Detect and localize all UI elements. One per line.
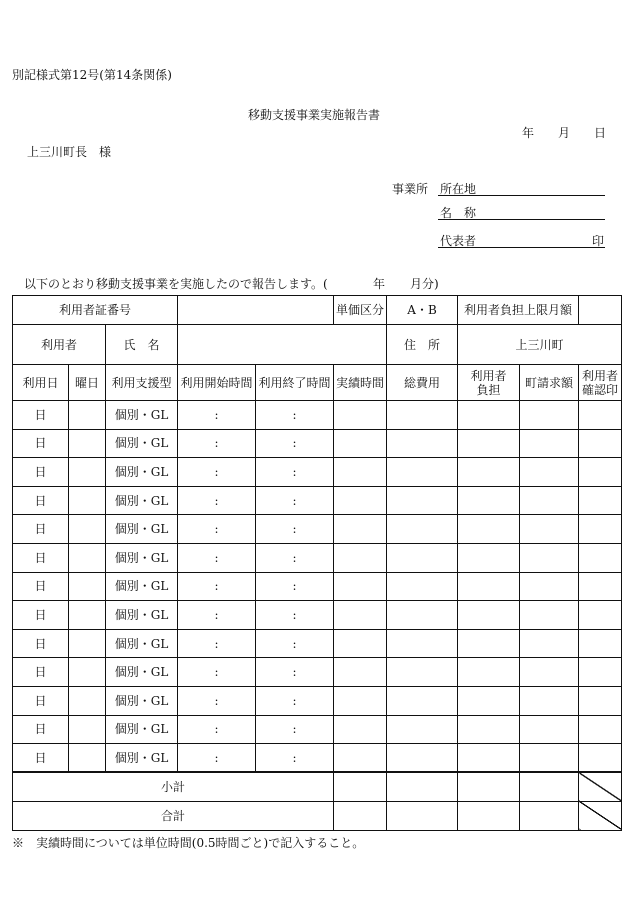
cert-no-label: 利用者証番号: [13, 296, 178, 325]
town-claim-cell[interactable]: [520, 401, 579, 430]
weekday-cell[interactable]: [69, 601, 106, 630]
user-name-label: 氏 名: [106, 325, 178, 365]
user-address-value: 上三川町: [458, 325, 622, 365]
town-claim-cell[interactable]: [520, 543, 579, 572]
support-type-cell[interactable]: 個別・GL: [106, 658, 178, 687]
town-claim-cell[interactable]: [520, 629, 579, 658]
date-day: 日: [594, 126, 607, 140]
weekday-cell[interactable]: [69, 629, 106, 658]
weekday-cell[interactable]: [69, 486, 106, 515]
subtotal-row-label: 小計: [13, 772, 334, 801]
start-time-cell[interactable]: :: [178, 715, 256, 744]
support-type-cell[interactable]: 個別・GL: [106, 686, 178, 715]
weekday-cell[interactable]: [69, 658, 106, 687]
user-burden-cell[interactable]: [458, 515, 520, 544]
total-row-label: 合計: [13, 801, 334, 830]
town-claim-cell[interactable]: [520, 601, 579, 630]
user-seal-cell[interactable]: [579, 658, 622, 687]
use-date-cell[interactable]: 日: [13, 658, 69, 687]
subtotal-row-town-claim-cell[interactable]: [520, 772, 579, 801]
use-date-cell[interactable]: 日: [13, 458, 69, 487]
office-name-line: [438, 219, 605, 220]
actual-hours-cell[interactable]: [334, 486, 387, 515]
table-row: [13, 715, 622, 744]
total-row-total-cost-cell[interactable]: [387, 801, 458, 830]
use-date-cell[interactable]: 日: [13, 601, 69, 630]
actual-hours-cell[interactable]: [334, 658, 387, 687]
col-use-date-header: 利用日: [13, 365, 69, 401]
total-cost-cell[interactable]: [387, 486, 458, 515]
use-date-cell[interactable]: 日: [13, 429, 69, 458]
addressee: 上三川町長 様: [27, 145, 112, 159]
user-seal-cell[interactable]: [579, 572, 622, 601]
support-type-cell[interactable]: 個別・GL: [106, 572, 178, 601]
actual-hours-cell[interactable]: [334, 686, 387, 715]
total-cost-cell[interactable]: [387, 543, 458, 572]
user-seal-cell[interactable]: [579, 744, 622, 773]
user-seal-cell[interactable]: [579, 629, 622, 658]
cert-no-field[interactable]: [178, 296, 334, 325]
table-row: [13, 486, 622, 515]
user-burden-cell[interactable]: [458, 629, 520, 658]
column-header-row: [13, 365, 622, 401]
actual-hours-cell[interactable]: [334, 458, 387, 487]
start-time-cell[interactable]: :: [178, 658, 256, 687]
start-time-cell[interactable]: :: [178, 458, 256, 487]
start-time-cell[interactable]: :: [178, 543, 256, 572]
col-user-burden-header: 利用者 負担: [458, 365, 520, 401]
col-town-claim-header: 町請求額: [520, 365, 579, 401]
table-row: [13, 543, 622, 572]
total-cost-cell[interactable]: [387, 744, 458, 773]
weekday-cell[interactable]: [69, 515, 106, 544]
support-type-cell[interactable]: 個別・GL: [106, 744, 178, 773]
office-address-line: [438, 195, 605, 196]
end-time-cell[interactable]: :: [256, 515, 334, 544]
actual-hours-cell[interactable]: [334, 629, 387, 658]
town-claim-cell[interactable]: [520, 686, 579, 715]
table-row: [13, 744, 622, 773]
start-time-cell[interactable]: :: [178, 486, 256, 515]
actual-hours-cell[interactable]: [334, 401, 387, 430]
end-time-cell[interactable]: :: [256, 686, 334, 715]
user-address-label: 住 所: [387, 325, 458, 365]
weekday-cell[interactable]: [69, 458, 106, 487]
end-time-cell[interactable]: :: [256, 629, 334, 658]
user-seal-cell[interactable]: [579, 715, 622, 744]
end-time-cell[interactable]: :: [256, 744, 334, 773]
support-type-cell[interactable]: 個別・GL: [106, 601, 178, 630]
user-burden-cell[interactable]: [458, 744, 520, 773]
total-cost-cell[interactable]: [387, 429, 458, 458]
weekday-cell[interactable]: [69, 401, 106, 430]
start-time-cell[interactable]: :: [178, 744, 256, 773]
unit-class-label: 単価区分: [334, 296, 387, 325]
support-type-cell[interactable]: 個別・GL: [106, 486, 178, 515]
end-time-cell[interactable]: :: [256, 572, 334, 601]
intro-text: 以下のとおり移動支援事業を実施したので報告します。(: [24, 277, 328, 291]
total-cost-cell[interactable]: [387, 458, 458, 487]
town-claim-cell[interactable]: [520, 658, 579, 687]
total-row-actual-hours-cell[interactable]: [334, 801, 387, 830]
office-rep-label: 代表者: [440, 234, 477, 248]
town-claim-cell[interactable]: [520, 429, 579, 458]
limit-field[interactable]: [579, 296, 622, 325]
footnote: ※ 実績時間については単位時間(0.5時間ごと)で記入すること。: [12, 836, 365, 850]
user-label: 利用者: [13, 325, 106, 365]
user-burden-cell[interactable]: [458, 486, 520, 515]
user-burden-cell[interactable]: [458, 601, 520, 630]
subtotal-row-total-cost-cell[interactable]: [387, 772, 458, 801]
support-type-cell[interactable]: 個別・GL: [106, 515, 178, 544]
total-cost-cell[interactable]: [387, 715, 458, 744]
town-claim-cell[interactable]: [520, 486, 579, 515]
total-row: [13, 801, 622, 830]
end-time-cell[interactable]: :: [256, 486, 334, 515]
weekday-cell[interactable]: [69, 715, 106, 744]
end-time-cell[interactable]: :: [256, 658, 334, 687]
town-claim-cell[interactable]: [520, 515, 579, 544]
subtotal-row-user-burden-cell[interactable]: [458, 772, 520, 801]
end-time-cell[interactable]: :: [256, 429, 334, 458]
town-claim-cell[interactable]: [520, 715, 579, 744]
actual-hours-cell[interactable]: [334, 572, 387, 601]
date-year: 年: [522, 126, 535, 140]
start-time-cell[interactable]: :: [178, 572, 256, 601]
user-name-field[interactable]: [178, 325, 387, 365]
support-type-cell[interactable]: 個別・GL: [106, 715, 178, 744]
actual-hours-cell[interactable]: [334, 543, 387, 572]
total-cost-cell[interactable]: [387, 401, 458, 430]
total-cost-cell[interactable]: [387, 658, 458, 687]
user-burden-cell[interactable]: [458, 401, 520, 430]
end-time-cell[interactable]: :: [256, 543, 334, 572]
col-actual-hours-header: 実績時間: [334, 365, 387, 401]
user-seal-cell[interactable]: [579, 515, 622, 544]
date-month: 月: [558, 126, 571, 140]
weekday-cell[interactable]: [69, 429, 106, 458]
start-time-cell[interactable]: :: [178, 629, 256, 658]
user-burden-cell[interactable]: [458, 715, 520, 744]
use-date-cell[interactable]: 日: [13, 515, 69, 544]
total-row-town-claim-cell[interactable]: [520, 801, 579, 830]
end-time-cell[interactable]: :: [256, 458, 334, 487]
user-burden-cell[interactable]: [458, 572, 520, 601]
weekday-cell[interactable]: [69, 572, 106, 601]
end-time-cell[interactable]: :: [256, 601, 334, 630]
office-address-label: 所在地: [440, 182, 477, 196]
intro-year: 年: [373, 277, 386, 291]
weekday-cell[interactable]: [69, 744, 106, 773]
user-burden-cell[interactable]: [458, 429, 520, 458]
user-seal-cell[interactable]: [579, 429, 622, 458]
user-seal-cell[interactable]: [579, 458, 622, 487]
end-time-cell[interactable]: :: [256, 715, 334, 744]
use-date-cell[interactable]: 日: [13, 744, 69, 773]
subtotal-row-diagonal-slash: [579, 772, 622, 801]
total-cost-cell[interactable]: [387, 686, 458, 715]
table-row: [13, 401, 622, 430]
support-type-cell[interactable]: 個別・GL: [106, 629, 178, 658]
user-burden-cell[interactable]: [458, 686, 520, 715]
town-claim-cell[interactable]: [520, 572, 579, 601]
end-time-cell[interactable]: :: [256, 401, 334, 430]
col-user-seal-header: 利用者 確認印: [579, 365, 622, 401]
col-start-time-header: 利用開始時間: [178, 365, 256, 401]
total-cost-cell[interactable]: [387, 601, 458, 630]
subtotal-row: [13, 772, 622, 801]
total-row-user-burden-cell[interactable]: [458, 801, 520, 830]
start-time-cell[interactable]: :: [178, 686, 256, 715]
town-claim-cell[interactable]: [520, 744, 579, 773]
support-type-cell[interactable]: 個別・GL: [106, 458, 178, 487]
use-date-cell[interactable]: 日: [13, 401, 69, 430]
table-row: [13, 515, 622, 544]
table-row: [13, 572, 622, 601]
use-date-cell[interactable]: 日: [13, 715, 69, 744]
start-time-cell[interactable]: :: [178, 401, 256, 430]
user-seal-cell[interactable]: [579, 486, 622, 515]
start-time-cell[interactable]: :: [178, 429, 256, 458]
use-date-cell[interactable]: 日: [13, 486, 69, 515]
limit-label: 利用者負担上限月額: [458, 296, 579, 325]
intro-month: 月分): [410, 277, 439, 291]
actual-hours-cell[interactable]: [334, 601, 387, 630]
total-row-diagonal-slash: [579, 801, 622, 830]
user-burden-cell[interactable]: [458, 458, 520, 487]
table-row: [13, 458, 622, 487]
use-date-cell[interactable]: 日: [13, 543, 69, 572]
support-type-cell[interactable]: 個別・GL: [106, 401, 178, 430]
weekday-cell[interactable]: [69, 543, 106, 572]
form-label: 別記様式第12号(第14条関係): [12, 68, 172, 82]
user-seal-cell[interactable]: [579, 686, 622, 715]
col-weekday-header: 曜日: [69, 365, 106, 401]
table-row: [13, 658, 622, 687]
table-row: [13, 629, 622, 658]
user-seal-cell[interactable]: [579, 401, 622, 430]
col-total-cost-header: 総費用: [387, 365, 458, 401]
col-end-time-header: 利用終了時間: [256, 365, 334, 401]
table-row: [13, 601, 622, 630]
col-support-type-header: 利用支援型: [106, 365, 178, 401]
actual-hours-cell[interactable]: [334, 515, 387, 544]
unit-class-value: A・B: [387, 296, 458, 325]
user-burden-cell[interactable]: [458, 543, 520, 572]
total-cost-cell[interactable]: [387, 629, 458, 658]
office-heading: 事業所: [392, 182, 429, 196]
user-seal-cell[interactable]: [579, 543, 622, 572]
total-cost-cell[interactable]: [387, 572, 458, 601]
weekday-cell[interactable]: [69, 686, 106, 715]
start-time-cell[interactable]: :: [178, 601, 256, 630]
town-claim-cell[interactable]: [520, 458, 579, 487]
actual-hours-cell[interactable]: [334, 715, 387, 744]
user-seal-cell[interactable]: [579, 601, 622, 630]
seal-mark: 印: [592, 234, 605, 248]
use-date-cell[interactable]: 日: [13, 629, 69, 658]
use-date-cell[interactable]: 日: [13, 572, 69, 601]
start-time-cell[interactable]: :: [178, 515, 256, 544]
subtotal-row-actual-hours-cell[interactable]: [334, 772, 387, 801]
office-rep-line: [438, 247, 605, 248]
table-row: [13, 686, 622, 715]
report-table: [12, 295, 622, 831]
support-type-cell[interactable]: 個別・GL: [106, 543, 178, 572]
actual-hours-cell[interactable]: [334, 429, 387, 458]
user-burden-cell[interactable]: [458, 658, 520, 687]
page-title: 移動支援事業実施報告書: [248, 108, 381, 122]
table-row: [13, 429, 622, 458]
office-name-label: 名 称: [440, 206, 477, 220]
total-cost-cell[interactable]: [387, 515, 458, 544]
support-type-cell[interactable]: 個別・GL: [106, 429, 178, 458]
use-date-cell[interactable]: 日: [13, 686, 69, 715]
actual-hours-cell[interactable]: [334, 744, 387, 773]
